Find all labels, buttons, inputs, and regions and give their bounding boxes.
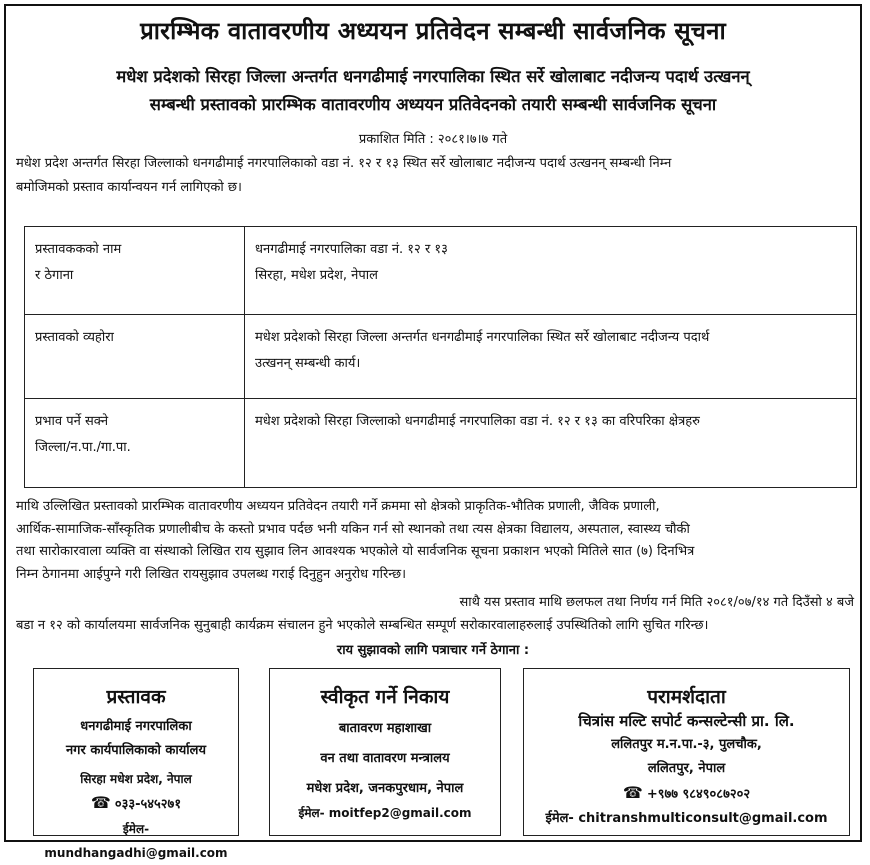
telephone-icon: ☎ — [622, 783, 643, 802]
proposal-info-table — [24, 226, 857, 488]
proponent-label-cell — [25, 227, 245, 315]
proponent-line-2: नगर कार्यपालिकाको कार्यालय — [65, 743, 207, 758]
body-line-4: निम्न ठेगानमा आईपुग्ने गरी लिखित रायसुझाव उपलब्ध गराई दिनुहुन अनुरोध गरिन्छ। — [16, 566, 407, 582]
affected-area-value-line-1: मधेश प्रदेशको सिरहा जिल्लाको धनगढीमाई नगरपालिका वडा नं. १२ र १३ का वरिपरिका क्षेत्रहरु — [255, 414, 700, 429]
affected-area-label-line-1: प्रभाव पर्ने सक्ने — [35, 414, 109, 429]
proponent-value-line-1: धनगढीमाई नगरपालिका वडा नं. १२ र १३ — [255, 242, 448, 257]
notice-title: प्रारम्भिक वातावरणीय अध्ययन प्रतिवेदन सम्बन्धी सार्वजनिक सूचना — [140, 17, 726, 45]
table-row-proposal — [25, 315, 857, 399]
correspondence-address-heading: राय सुझावको लागि पत्राचार गर्ने ठेगाना : — [336, 643, 530, 658]
proponent-email: ईमेल- mundhangadhi@gmail.com — [44, 822, 228, 860]
approver-line-2: वन तथा वातावरण मन्त्रालय — [320, 751, 450, 766]
subtitle-line-2: सम्बन्धी प्रस्तावको प्रारम्भिक वातावरणीय अध्ययन प्रतिवेदनको तयारी सम्बन्धी सार्वजनिक सूचना — [149, 95, 717, 114]
published-date: प्रकाशित मिति : २०८१।७।७ गते — [358, 132, 508, 147]
table-row-affected-area — [25, 399, 857, 488]
hearing-line-1: साथै यस प्रस्ताव माथि छलफल तथा निर्णय गर्न मिति २०८१/०७/१४ गते दिउँसो ४ बजे — [459, 595, 854, 610]
proponent-phone-row — [34, 791, 238, 817]
consultant-heading: परामर्शदाता — [647, 686, 726, 708]
public-notice — [4, 4, 862, 860]
body-line-3: तथा सारोकारवाला व्यक्ति वा संस्थाको लिखित राय सुझाव लिन आवश्यक भएकोले यो सार्वजनिक सूचना प्रकाशन भएको मितिले सात (७) दिनभित्र — [16, 544, 695, 559]
proposal-label-cell — [25, 315, 245, 399]
intro-line-1: मधेश प्रदेश अन्तर्गत सिरहा जिल्लाको धनगढीमाई नगरपालिकाको वडा नं. १२ र १३ स्थित सर्रे खोलाबाट नदीजन्य पदार्थ उत्खनन् सम्बन्धी निम्न — [16, 156, 672, 171]
proponent-line-1: धनगढीमाई नगरपालिका — [80, 719, 192, 734]
intro-paragraph — [16, 152, 854, 200]
approver-box — [269, 668, 501, 836]
proponent-phone: ०३३-५४५२७१ — [114, 797, 182, 812]
proponent-value-line-2: सिरहा, मधेश प्रदेश, नेपाल — [255, 268, 378, 283]
consultant-email: ईमेल- chitranshmulticonsult@gmail.com — [545, 811, 828, 826]
proponent-label-line-1: प्रस्तावककको नाम — [35, 242, 122, 257]
subtitle-line-1: मधेश प्रदेशको सिरहा जिल्ला अन्तर्गत धनगढीमाई नगरपालिका स्थित सर्रे खोलाबाट नदीजन्य पदार्थ उत्खनन् — [116, 67, 750, 86]
consultant-line-1: चित्रांस मल्टि सपोर्ट कन्सल्टेन्सी प्रा. लि. — [578, 712, 795, 730]
consultant-box — [523, 668, 850, 836]
approver-email: ईमेल- moitfep2@gmail.com — [298, 806, 472, 820]
consultant-phone-row — [524, 781, 849, 807]
affected-area-value-cell — [245, 399, 857, 488]
affected-area-label-cell — [25, 399, 245, 488]
proponent-line-3: सिरहा मधेश प्रदेश, नेपाल — [80, 772, 192, 786]
body-paragraph — [16, 496, 854, 586]
approver-heading: स्वीकृत गर्ने निकाय — [320, 686, 450, 708]
body-line-1: माथि उल्लिखित प्रस्तावको प्रारम्भिक वातावरणीय अध्ययन प्रतिवेदन तयारी गर्ने क्रममा सो क्षेत्रको प्राकृतिक-भौतिक प्रणाली, जैविक प्रणाली, — [16, 499, 660, 514]
proposal-value-line-2: उत्खनन् सम्बन्धी कार्य। — [255, 356, 361, 371]
body-line-2: आर्थिक-सामाजिक-साँस्कृतिक प्रणालीबीच के कस्तो प्रभाव पर्दछ भनी यकिन गर्न सो स्थानको तथा त्यस क्षेत्रका विद्यालय, अस्पताल, स्वास्थ्य चौकी — [16, 521, 690, 537]
table-row-proponent — [25, 227, 857, 315]
proponent-heading: प्रस्तावक — [106, 686, 166, 708]
proposal-label-line-1: प्रस्तावको व्यहोरा — [35, 330, 114, 345]
intro-line-2: बमोजिमको प्रस्ताव कार्यान्वयन गर्न लागिएको छ। — [16, 180, 242, 195]
consultant-line-3: ललितपुर, नेपाल — [647, 761, 726, 776]
consultant-phone: +९७७ ९८४९०८७२०२ — [646, 787, 751, 802]
telephone-icon: ☎ — [90, 793, 111, 812]
consultant-line-2: ललितपुर म.न.पा.-३, पुलचौक, — [611, 737, 762, 752]
proponent-label-line-2: र ठेगाना — [35, 268, 74, 283]
proposal-value-cell — [245, 315, 857, 399]
approver-line-3: मधेश प्रदेश, जनकपुरधाम, नेपाल — [306, 781, 464, 796]
affected-area-label-line-2: जिल्ला/न.पा./गा.पा. — [35, 440, 131, 455]
proposal-value-line-1: मधेश प्रदेशको सिरहा जिल्ला अन्तर्गत धनगढीमाई नगरपालिका स्थित सर्रे खोलाबाट नदीजन्य पदार्थ — [255, 330, 710, 345]
proponent-box — [33, 668, 239, 860]
hearing-line-2: बडा न १२ को कार्यालयमा सार्वजनिक सुनुबाही कार्यक्रम संचालन हुने भएकोले सम्बन्धित सम्पूर्ण सरोकारवालाहरुलाई उपस्थितिको लागि सुचित गरिन्छ। — [16, 618, 709, 633]
proponent-value-cell — [245, 227, 857, 315]
public-hearing-paragraph — [16, 591, 854, 637]
approver-line-1: बातावरण महाशाखा — [338, 721, 432, 736]
